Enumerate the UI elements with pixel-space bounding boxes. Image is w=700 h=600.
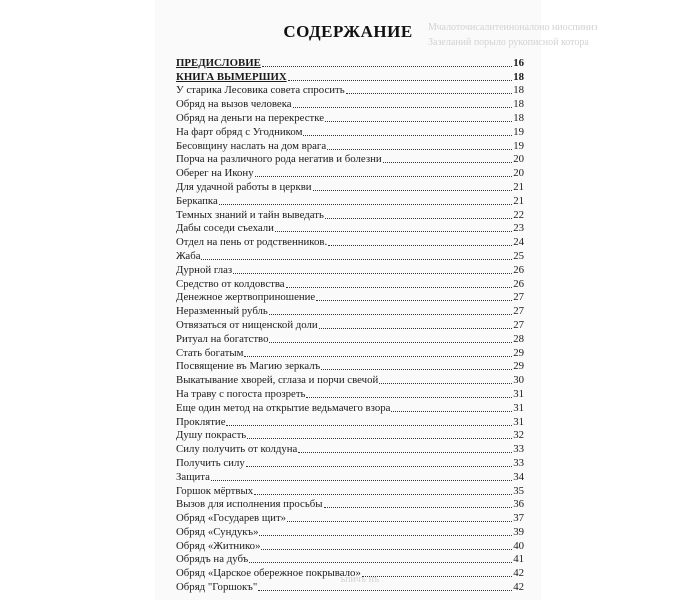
toc-entry xyxy=(176,498,524,512)
dot-leader xyxy=(249,562,512,563)
toc-entry-page: 31 xyxy=(513,387,524,400)
dot-leader xyxy=(325,121,512,122)
toc-entry-page: 32 xyxy=(513,429,524,442)
table-of-contents xyxy=(176,56,524,594)
toc-entry-title: Оберег на Икону xyxy=(176,167,254,180)
toc-entry-page: 39 xyxy=(513,525,524,538)
toc-entry xyxy=(176,304,524,318)
toc-entry-title: ПРЕДИСЛОВИЕ xyxy=(176,56,261,69)
toc-entry-page: 37 xyxy=(513,512,524,525)
toc-entry-title: Обрядъ на дубъ xyxy=(176,553,249,566)
toc-entry xyxy=(176,277,524,291)
toc-entry-page: 27 xyxy=(513,305,524,318)
toc-entry-page: 27 xyxy=(513,291,524,304)
toc-entry-page: 26 xyxy=(513,277,524,290)
toc-entry-title: Еще один метод на открытие ведьмачего взора xyxy=(176,401,391,414)
dot-leader xyxy=(383,162,513,163)
toc-entry-title: Неразменный рубль xyxy=(176,305,268,318)
toc-entry-page: 23 xyxy=(513,222,524,235)
toc-entry-title: Отвязаться от нищенской доли xyxy=(176,318,318,331)
dot-leader xyxy=(259,535,512,536)
toc-entry-page: 27 xyxy=(513,318,524,331)
toc-entry xyxy=(176,291,524,305)
dot-leader xyxy=(244,356,512,357)
toc-entry xyxy=(176,97,524,111)
toc-entry-title: Обряд на вызов человека xyxy=(176,98,292,111)
dot-leader xyxy=(275,231,512,232)
toc-entry-page: 33 xyxy=(513,456,524,469)
dot-leader xyxy=(293,107,513,108)
toc-entry-title: Обряд "Горшокъ" xyxy=(176,581,258,594)
toc-entry-page: 29 xyxy=(513,360,524,373)
toc-entry xyxy=(176,194,524,208)
dot-leader xyxy=(288,80,513,81)
toc-entry-page: 22 xyxy=(513,208,524,221)
toc-entry xyxy=(176,249,524,263)
toc-entry-title: Проклятие xyxy=(176,415,226,428)
dot-leader xyxy=(233,273,512,274)
toc-entry-title: Горшок мёртвых xyxy=(176,484,254,497)
toc-entry xyxy=(176,56,524,70)
toc-entry xyxy=(176,484,524,498)
toc-entry-page: 29 xyxy=(513,346,524,359)
toc-entry xyxy=(176,346,524,360)
toc-entry xyxy=(176,470,524,484)
toc-entry-title: Порча на различного рода негатив и болезни xyxy=(176,153,382,166)
toc-entry-page: 42 xyxy=(513,581,524,594)
toc-entry xyxy=(176,373,524,387)
toc-entry-title: Стать богатым xyxy=(176,346,244,359)
toc-entry-title: Обряд «Государев щит» xyxy=(176,512,287,525)
toc-entry-title: Выкатывание хворей, сглаза и порчи свечой xyxy=(176,374,379,387)
dot-leader xyxy=(287,521,512,522)
toc-entry-title: Средство от колдовства xyxy=(176,277,285,290)
toc-entry-page: 42 xyxy=(513,567,524,580)
toc-entry-title: Отдел на пень от родственников. xyxy=(176,236,328,249)
toc-entry-title: Силу получить от колдуна xyxy=(176,443,298,456)
toc-entry xyxy=(176,456,524,470)
toc-entry xyxy=(176,318,524,332)
dot-leader xyxy=(286,287,513,288)
toc-entry xyxy=(176,84,524,98)
toc-entry xyxy=(176,525,524,539)
toc-entry-title: На фарт обряд с Угодником xyxy=(176,125,303,138)
page-title: СОДЕРЖАНИЕ xyxy=(283,22,413,41)
toc-entry xyxy=(176,566,524,580)
toc-entry xyxy=(176,360,524,374)
dot-leader xyxy=(303,135,512,136)
toc-entry xyxy=(176,70,524,84)
dot-leader xyxy=(306,397,512,398)
toc-entry-title: Жаба xyxy=(176,249,201,262)
dot-leader xyxy=(328,245,512,246)
dot-leader xyxy=(261,549,512,550)
toc-entry-title: Обряд «Житнико» xyxy=(176,539,261,552)
dot-leader xyxy=(391,411,512,412)
toc-entry-title: Обряд «Сундукъ» xyxy=(176,525,259,538)
toc-entry-title: У старика Лесовика совета спросить xyxy=(176,84,345,97)
toc-entry-page: 40 xyxy=(513,539,524,552)
toc-entry-title: На траву с погоста прозреть xyxy=(176,387,306,400)
toc-entry-title: Темных знаний и тайн выведать xyxy=(176,208,324,221)
toc-entry xyxy=(176,415,524,429)
toc-entry xyxy=(176,153,524,167)
dot-leader xyxy=(246,466,512,467)
dot-leader xyxy=(226,425,512,426)
dot-leader xyxy=(324,507,513,508)
dot-leader xyxy=(269,342,512,343)
dot-leader xyxy=(201,259,512,260)
toc-entry xyxy=(176,401,524,415)
toc-entry-page: 19 xyxy=(513,125,524,138)
toc-entry xyxy=(176,125,524,139)
toc-entry-page: 41 xyxy=(513,553,524,566)
dot-leader xyxy=(211,480,512,481)
toc-entry-page: 33 xyxy=(513,443,524,456)
dot-leader xyxy=(247,438,512,439)
toc-entry xyxy=(176,235,524,249)
toc-entry xyxy=(176,442,524,456)
toc-entry-page: 18 xyxy=(513,70,524,83)
toc-entry-page: 35 xyxy=(513,484,524,497)
bleed-through-text: Зазеланий порыло рукописной котора xyxy=(428,37,589,48)
toc-entry xyxy=(176,180,524,194)
toc-entry xyxy=(176,208,524,222)
toc-entry-title: Защита xyxy=(176,470,210,483)
dot-leader xyxy=(313,190,513,191)
toc-entry xyxy=(176,580,524,594)
dot-leader xyxy=(298,452,512,453)
toc-entry-title: Обряд на деньги на перекрестке xyxy=(176,111,325,124)
toc-entry xyxy=(176,539,524,553)
toc-entry-page: 25 xyxy=(513,249,524,262)
toc-entry xyxy=(176,511,524,525)
toc-entry xyxy=(176,553,524,567)
toc-entry-page: 28 xyxy=(513,332,524,345)
toc-entry-page: 31 xyxy=(513,415,524,428)
toc-entry-page: 20 xyxy=(513,153,524,166)
dot-leader xyxy=(327,149,512,150)
toc-entry-title: Ритуал на богатство xyxy=(176,332,269,345)
toc-entry-page: 34 xyxy=(513,470,524,483)
toc-entry-title: Обряд «Царское обережное покрывало» xyxy=(176,567,361,580)
toc-entry-title: КНИГА ВЫМЕРШИХ xyxy=(176,70,287,83)
toc-entry-page: 18 xyxy=(513,84,524,97)
toc-entry xyxy=(176,429,524,443)
toc-entry-page: 16 xyxy=(513,56,524,69)
toc-entry-page: 18 xyxy=(513,111,524,124)
toc-entry-page: 20 xyxy=(513,167,524,180)
toc-entry-page: 21 xyxy=(513,194,524,207)
toc-entry xyxy=(176,166,524,180)
toc-entry-page: 21 xyxy=(513,180,524,193)
dot-leader xyxy=(269,314,512,315)
toc-entry-page: 19 xyxy=(513,139,524,152)
dot-leader xyxy=(316,300,512,301)
toc-entry-page: 30 xyxy=(513,374,524,387)
toc-entry-page: 31 xyxy=(513,401,524,414)
dot-leader xyxy=(254,494,512,495)
toc-entry-title: Денежное жертвоприношение xyxy=(176,291,316,304)
dot-leader xyxy=(219,204,512,205)
toc-entry xyxy=(176,263,524,277)
toc-entry xyxy=(176,139,524,153)
toc-entry-title: Беркапка xyxy=(176,194,218,207)
dot-leader xyxy=(362,576,512,577)
toc-entry xyxy=(176,111,524,125)
toc-entry-title: Посвящение въ Магию зеркалъ xyxy=(176,360,321,373)
bleed-through-text: Мчалоточисалитеиноналоно ниоспиниз xyxy=(428,22,598,33)
dot-leader xyxy=(319,328,512,329)
toc-entry-page: 18 xyxy=(513,98,524,111)
toc-entry xyxy=(176,222,524,236)
toc-entry-title: Душу покрасть xyxy=(176,429,247,442)
toc-entry-page: 36 xyxy=(513,498,524,511)
dot-leader xyxy=(325,218,512,219)
toc-entry-page: 24 xyxy=(513,236,524,249)
dot-leader xyxy=(321,369,512,370)
toc-entry-title: Для удачной работы в церкви xyxy=(176,180,312,193)
dot-leader xyxy=(379,383,512,384)
toc-entry-title: Дабы соседи съехали xyxy=(176,222,274,235)
toc-entry xyxy=(176,332,524,346)
toc-entry-title: Дурной глаз xyxy=(176,263,233,276)
toc-entry-title: Вызов для исполнения просьбы xyxy=(176,498,323,511)
toc-entry xyxy=(176,387,524,401)
toc-entry-title: Получить силу xyxy=(176,456,245,469)
dot-leader xyxy=(258,590,512,591)
toc-entry-page: 26 xyxy=(513,263,524,276)
toc-entry-title: Бесовщину наслать на дом врага xyxy=(176,139,327,152)
dot-leader xyxy=(262,66,512,67)
dot-leader xyxy=(346,93,513,94)
bleed-through-text: ъпичъ нъ xyxy=(340,574,380,585)
dot-leader xyxy=(255,176,513,177)
